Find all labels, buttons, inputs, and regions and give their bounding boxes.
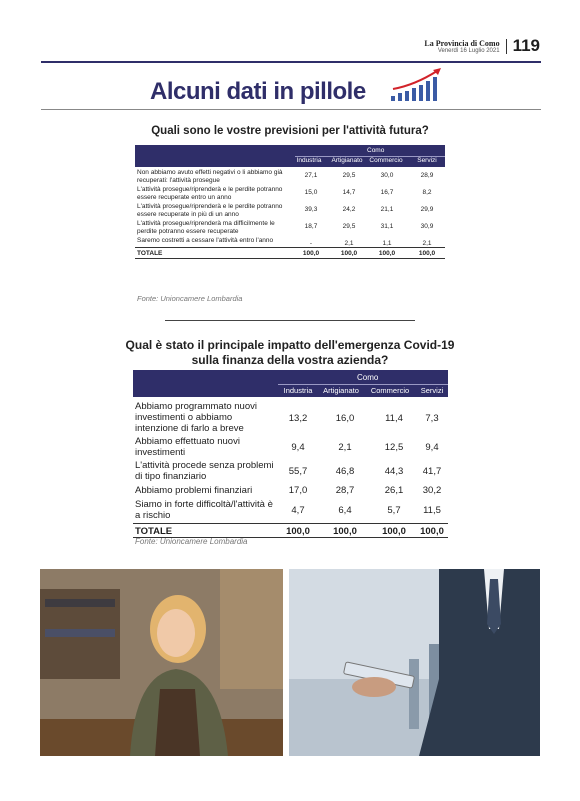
section-rule xyxy=(41,109,541,110)
table2-col-header: Commercio xyxy=(370,386,410,395)
cell-value: 5,7 xyxy=(387,505,401,516)
cell-value: 26,1 xyxy=(384,485,404,496)
table2-title xyxy=(110,338,470,368)
cell-value: 29,5 xyxy=(342,172,356,179)
table2-col-header: Industria xyxy=(283,386,313,395)
cell-value: 24,2 xyxy=(342,206,356,213)
table1-header xyxy=(135,145,445,167)
publication-date: Venerdì 16 Luglio 2021 xyxy=(437,47,500,54)
row-label: Saremo costretti a cessare l'attività entro l'anno xyxy=(137,237,274,244)
total-value: 100,0 xyxy=(382,526,406,537)
total-value: 100,0 xyxy=(302,249,320,257)
cell-value: 21,1 xyxy=(380,206,394,213)
cell-value: 17,0 xyxy=(288,485,308,496)
cell-value: 13,2 xyxy=(288,413,308,424)
cell-value: 31,1 xyxy=(380,223,394,230)
separator-rule xyxy=(165,320,415,321)
total-label: TOTALE xyxy=(135,526,173,537)
photo-artisan-illustration xyxy=(40,569,283,756)
total-value: 100,0 xyxy=(340,249,358,257)
table-row xyxy=(133,460,448,482)
cell-value: 16,7 xyxy=(380,189,394,196)
cell-value: 14,7 xyxy=(342,189,356,196)
cell-value: 9,4 xyxy=(291,442,305,453)
table-row xyxy=(135,186,445,201)
masthead xyxy=(424,39,506,54)
cell-value: 9,4 xyxy=(425,442,439,453)
table-row xyxy=(135,169,445,184)
bar-chart-arrow-icon xyxy=(389,67,445,103)
table-row xyxy=(135,220,445,235)
cell-value: 30,0 xyxy=(380,172,394,179)
total-value: 100,0 xyxy=(418,249,436,257)
table1-group-label: Como xyxy=(367,147,385,154)
table-row xyxy=(133,485,448,496)
cell-value: 15,0 xyxy=(304,189,318,196)
cell-value: 2,1 xyxy=(344,240,354,247)
row-label: Non abbiamo avuto effetti negativi o li abbiamo già recuperati: l'attività prosegue xyxy=(137,169,283,184)
table2-header xyxy=(133,370,448,397)
cell-value: 7,3 xyxy=(425,413,439,424)
row-label: Abbiamo effettuato nuovi investimenti xyxy=(135,436,240,458)
table2-group-label: Como xyxy=(357,373,379,382)
table2-source: Fonte: Unioncamere Lombardia xyxy=(135,537,248,546)
cell-value: 44,3 xyxy=(384,466,404,477)
table2-col-header: Servizi xyxy=(420,386,444,395)
table-row xyxy=(133,436,448,458)
table1-title: Quali sono le vostre previsioni per l'attività futura? xyxy=(151,125,429,137)
cell-value: 2,1 xyxy=(338,442,352,453)
cell-value: 6,4 xyxy=(338,505,352,516)
table1-col-header: Industria xyxy=(296,157,322,164)
table-row xyxy=(135,203,445,218)
cell-value: 46,8 xyxy=(335,466,355,477)
table2-col-header: Artigianato xyxy=(323,386,359,395)
publication-name: La Provincia di Como xyxy=(424,38,500,48)
cell-value: 28,7 xyxy=(335,485,355,496)
photo-artisan-woman xyxy=(40,569,283,756)
cell-value: 41,7 xyxy=(422,466,442,477)
row-label: Abbiamo programmato nuovi investimenti o abbiamo intenzione di farlo a breve xyxy=(135,401,257,434)
table1-col-header: Commercio xyxy=(369,157,403,164)
cell-value: 16,0 xyxy=(335,413,355,424)
row-label: L'attività prosegue/riprenderà e le perdite potranno essere recuperate entro un anno xyxy=(137,186,283,201)
row-label: L'attività procede senza problemi di tipo finanziario xyxy=(135,460,274,482)
cell-value: 39,3 xyxy=(304,206,318,213)
table-row xyxy=(133,401,448,434)
total-row xyxy=(135,247,445,259)
page-number: 119 xyxy=(512,36,540,55)
table1-source: Fonte: Unioncamere Lombardia xyxy=(137,294,243,303)
cell-value: 2,1 xyxy=(422,240,432,247)
row-label: L'attività prosegue/riprenderà ma difficilmente le perdite potranno essere recuperate xyxy=(137,220,275,235)
table-row xyxy=(133,499,448,521)
cell-value: 18,7 xyxy=(304,223,318,230)
total-value: 100,0 xyxy=(286,526,310,537)
table2-title-line2: sulla finanza della vostra azienda? xyxy=(191,353,389,367)
table2-title-line1: Qual è stato il principale impatto dell'emergenza Covid-19 xyxy=(125,338,455,352)
cell-value: 29,5 xyxy=(342,223,356,230)
cell-value: 30,9 xyxy=(420,223,434,230)
row-label: Abbiamo problemi finanziari xyxy=(135,485,253,496)
cell-value: 1,1 xyxy=(382,240,392,247)
table-row xyxy=(135,237,445,245)
cell-value: 27,1 xyxy=(304,172,318,179)
total-value: 100,0 xyxy=(333,526,357,537)
cell-value: 30,2 xyxy=(422,485,442,496)
photo-businessman-tablet xyxy=(289,569,540,756)
cell-value: 8,2 xyxy=(422,189,432,196)
table1-col-header: Artigianato xyxy=(331,157,363,164)
top-rule xyxy=(41,61,541,63)
total-row xyxy=(133,523,448,538)
cell-value: 55,7 xyxy=(288,466,308,477)
page-header xyxy=(424,36,540,56)
table1 xyxy=(135,145,445,259)
total-label: TOTALE xyxy=(137,249,163,257)
cell-value: 11,4 xyxy=(385,413,403,424)
table1-col-header: Servizi xyxy=(417,157,437,164)
cell-value: 11,5 xyxy=(423,505,441,516)
cell-value: 28,9 xyxy=(420,172,434,179)
table2-header-line xyxy=(278,384,448,385)
cell-value: 4,7 xyxy=(291,505,305,516)
photo-business-illustration xyxy=(289,569,540,756)
cell-value: 29,9 xyxy=(420,206,434,213)
cell-value: - xyxy=(309,240,313,247)
main-title: Alcuni dati in pillole xyxy=(150,78,366,105)
total-value: 100,0 xyxy=(378,249,396,257)
table2 xyxy=(133,370,448,538)
row-label: L'attività prosegue/riprenderà e le perdite potranno essere recuperate in più di un anno xyxy=(137,203,283,218)
row-label: Siamo in forte difficoltà/l'attività è a rischio xyxy=(135,499,273,521)
total-value: 100,0 xyxy=(420,526,444,537)
cell-value: 12,5 xyxy=(384,442,404,453)
